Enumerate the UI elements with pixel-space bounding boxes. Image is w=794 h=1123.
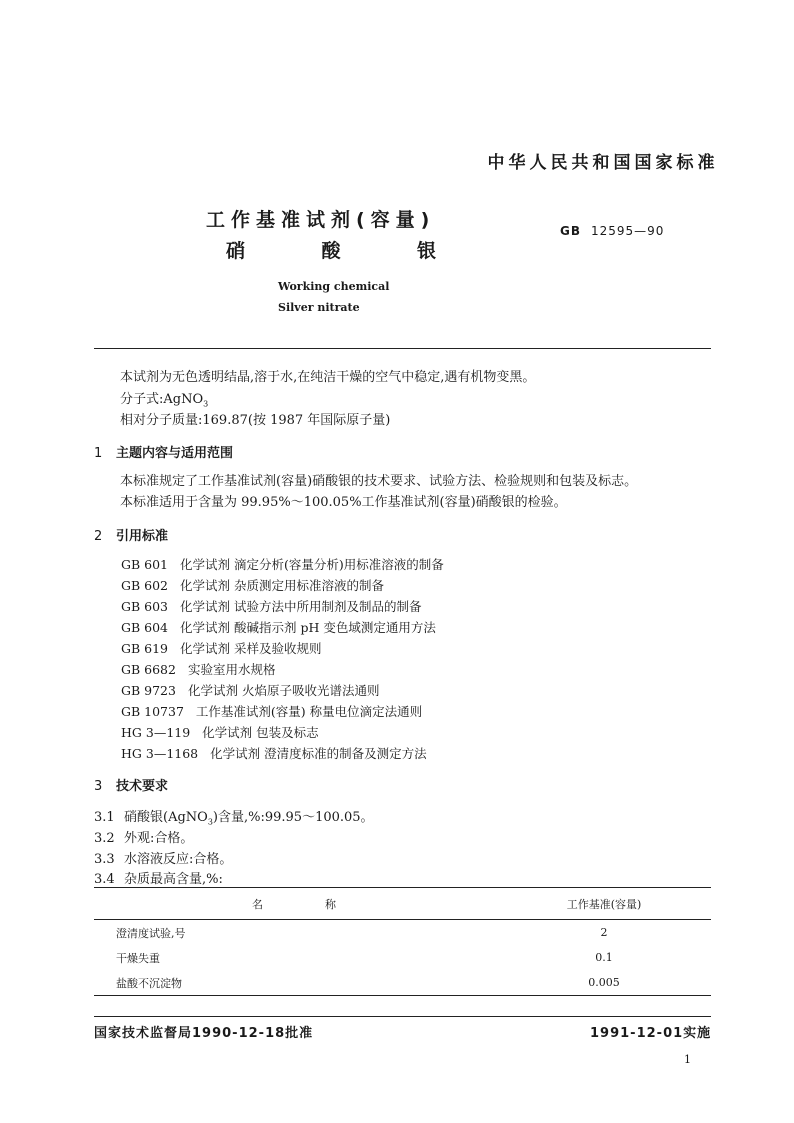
reference-item: [121, 744, 439, 762]
subtitle-char: 酸: [321, 240, 341, 262]
section-1-heading: [94, 442, 233, 461]
row-name: 干燥失重: [116, 951, 160, 965]
reference-item: [121, 618, 448, 636]
formula-text: 分子式:AgNO: [120, 392, 204, 407]
table-row: [94, 920, 711, 946]
item-number: 3.4: [94, 872, 115, 887]
ref-desc: 化学试剂 试验方法中所用制剂及制品的制备: [180, 599, 422, 614]
header-divider: [94, 348, 711, 349]
section-1-para-2: 本标准适用于含量为 99.95%～100.05%工作基准试剂(容量)硝酸银的检验。: [120, 495, 567, 510]
ref-desc: 工作基准试剂(容量) 称量电位滴定法通则: [195, 704, 423, 719]
column-header-value: 工作基准(容量): [497, 888, 711, 920]
header-char: 称: [325, 897, 338, 911]
english-title-line2: Silver nitrate: [278, 301, 360, 314]
reference-item: [121, 639, 334, 657]
ref-code: GB 601: [121, 557, 169, 572]
page-number: 1: [684, 1053, 691, 1066]
ref-desc: 化学试剂 火焰原子吸收光谱法通则: [187, 683, 380, 698]
item-text: 水溶液反应:合格。: [124, 852, 233, 867]
section-number: 3: [94, 779, 103, 794]
implementation-date: 1991-12-01实施: [590, 1026, 712, 1041]
table-row: [94, 945, 711, 970]
molar-mass: 相对分子质量:169.87(按 1987 年国际原子量): [120, 413, 391, 428]
row-value: 0.005: [497, 970, 711, 996]
item-subscript: 3: [207, 817, 213, 827]
intro-description: 本试剂为无色透明结晶,溶于水,在纯洁干燥的空气中稳定,遇有机物变黑。: [120, 370, 536, 385]
section-number: 1: [94, 446, 103, 461]
section-1-para-1: 本标准规定了工作基准试剂(容量)硝酸银的技术要求、试验方法、检验规则和包装及标志。: [120, 474, 638, 489]
gb-number: 12595—90: [591, 224, 665, 238]
ref-code: GB 603: [121, 599, 169, 614]
reference-item: [121, 723, 331, 741]
standard-number: [560, 224, 664, 238]
ref-code: GB 10737: [121, 704, 184, 719]
column-header-name: [94, 888, 497, 920]
section-title: 技术要求: [116, 779, 169, 794]
item-number: 3.2: [94, 831, 115, 846]
item-text-end: )含量,%:99.95～100.05。: [212, 810, 374, 825]
ref-desc: 化学试剂 包装及标志: [202, 725, 319, 740]
ref-desc: 实验室用水规格: [187, 662, 276, 677]
impurity-table: [94, 887, 711, 996]
document-subtitle: [226, 236, 436, 263]
reference-item: [121, 555, 456, 573]
ref-code: GB 9723: [121, 683, 176, 698]
item-text: 外观:合格。: [124, 831, 194, 846]
formula-subscript: 3: [203, 399, 209, 409]
header-char: 名: [252, 897, 265, 911]
section-title: 主题内容与适用范围: [116, 446, 234, 461]
section-number: 2: [94, 529, 103, 544]
section-title: 引用标准: [116, 529, 169, 544]
row-value: 2: [600, 926, 608, 939]
ref-code: HG 3—1168: [121, 746, 199, 761]
reference-item: [121, 702, 434, 720]
subtitle-char: 银: [416, 240, 436, 262]
ref-desc: 化学试剂 澄清度标准的制备及测定方法: [210, 746, 427, 761]
molecular-formula: [120, 388, 208, 409]
item-text: 硝酸银(AgNO: [124, 810, 208, 825]
reference-item: [121, 660, 287, 678]
table-header-row: [94, 888, 711, 920]
table-row: [94, 970, 711, 996]
approval-line: 国家技术监督局1990-12-18批准: [94, 1026, 314, 1041]
ref-desc: 化学试剂 采样及验收规则: [180, 641, 322, 656]
requirement-item: [94, 806, 374, 827]
national-standard-heading: 中华人民共和国国家标准: [487, 153, 719, 173]
subtitle-char: 硝: [226, 240, 246, 262]
reference-item: [121, 576, 396, 594]
row-name: 盐酸不沉淀物: [94, 970, 497, 996]
section-3-heading: [94, 775, 168, 794]
english-title-line1: Working chemical: [278, 280, 390, 293]
ref-desc: 化学试剂 杂质测定用标准溶液的制备: [180, 578, 384, 593]
ref-code: GB 6682: [121, 662, 176, 677]
gb-label: GB: [560, 224, 581, 238]
ref-desc: 化学试剂 滴定分析(容量分析)用标准溶液的制备: [180, 557, 444, 572]
footer-divider: [94, 1016, 711, 1017]
requirement-item: [94, 868, 223, 887]
ref-code: GB 619: [121, 641, 169, 656]
section-2-heading: [94, 525, 168, 544]
item-number: 3.3: [94, 852, 115, 867]
ref-code: GB 602: [121, 578, 169, 593]
requirement-item: [94, 827, 193, 846]
requirement-item: [94, 848, 232, 867]
reference-item: [121, 597, 434, 615]
document-title: 工作基准试剂(容量): [206, 209, 436, 231]
ref-code: GB 604: [121, 620, 169, 635]
ref-desc: 化学试剂 酸碱指示剂 pH 变色域测定通用方法: [180, 620, 436, 635]
ref-code: HG 3—119: [121, 725, 191, 740]
item-number: 3.1: [94, 810, 115, 825]
reference-item: [121, 681, 391, 699]
row-value: 0.1: [595, 951, 613, 964]
row-name: 澄清度试验,号: [116, 926, 186, 940]
item-text: 杂质最高含量,%:: [124, 872, 223, 887]
